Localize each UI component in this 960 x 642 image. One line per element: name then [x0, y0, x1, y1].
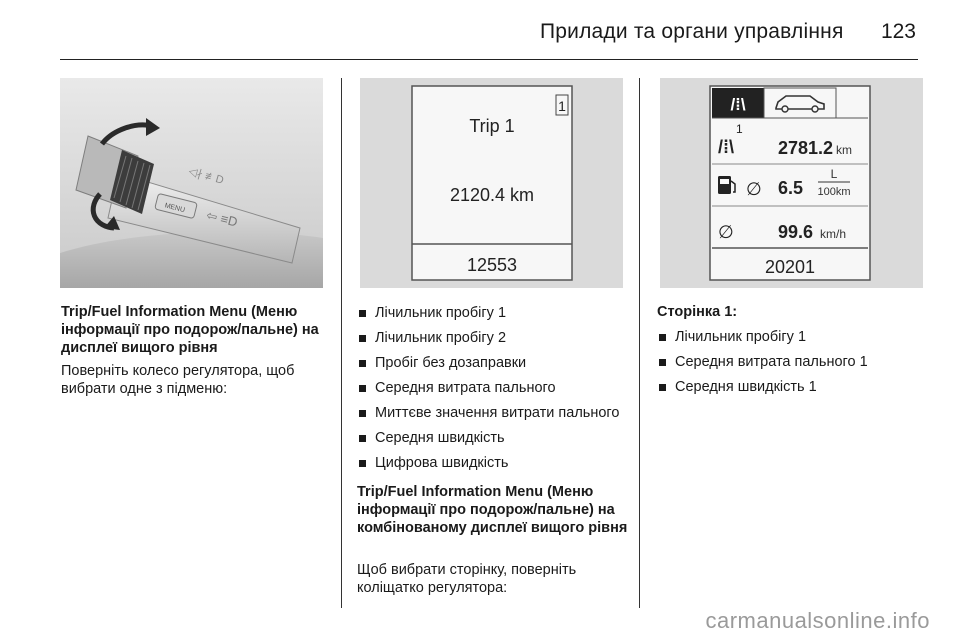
- list-item: Миттєве значення витрати пального: [357, 404, 627, 422]
- odometer-value: 20201: [764, 257, 816, 277]
- list-item: Пробіг без дозаправки: [357, 354, 627, 372]
- fuel-consumption-value: 6.5: [778, 178, 804, 198]
- fog-light-icon: ◁∤ ≢D: [187, 165, 226, 187]
- trip-value: 2120.4 km: [449, 185, 535, 205]
- distance-value: 2781.2: [778, 138, 834, 158]
- average-speed-symbol: ∅: [718, 222, 734, 242]
- header-divider: [60, 59, 918, 60]
- list-item: Цифрова швидкість: [357, 454, 627, 472]
- instruction-paragraph: Поверніть колесо регулятора, щоб вибрати одне з підменю:: [61, 363, 295, 397]
- page-title: Прилади та органи управління: [540, 20, 844, 43]
- section-heading-combined-display: Trip/Fuel Information Menu (Меню інформації про подорож/пальне) на комбінованому дисплеї вищого рівня: [357, 484, 628, 536]
- rotate-up-arrow-icon: [102, 125, 152, 144]
- average-symbol: ∅: [746, 179, 762, 199]
- road-icon: /⁞\: [730, 95, 746, 114]
- page-one-heading: Сторінка 1:: [657, 304, 738, 320]
- light-symbol-icon: ⇦ ≡D: [204, 207, 240, 230]
- column-divider-left: [341, 78, 342, 608]
- trip-label: Trip 1: [469, 116, 515, 136]
- list-item: Середня витрата пального: [357, 379, 627, 397]
- list-item: Середня витрата пального 1: [657, 353, 942, 371]
- list-item: Лічильник пробігу 1: [657, 328, 942, 346]
- combined-display-illustration: [660, 78, 923, 288]
- fuel-unit-bottom: 100km: [817, 186, 851, 198]
- menu-button-label: MENU: [163, 202, 186, 215]
- column-divider-right: [639, 78, 640, 608]
- tab-car: [764, 88, 836, 118]
- section-heading-upper-display: Trip/Fuel Information Menu (Меню інформації про подорож/пальне) на дисплеї вищого рівня: [61, 304, 319, 356]
- page-number: 123: [880, 20, 916, 43]
- watermark: carmanualsonline.info: [705, 608, 930, 633]
- average-speed-value: 99.6: [778, 222, 814, 242]
- speed-unit: km/h: [820, 227, 847, 241]
- stalk-illustration: [60, 78, 323, 288]
- rotate-up-arrowhead-icon: [146, 118, 160, 136]
- submenu-list: [357, 304, 627, 479]
- fuel-unit-top: L: [830, 167, 838, 181]
- list-item: Лічильник пробігу 2: [357, 329, 627, 347]
- list-item: Лічильник пробігу 1: [357, 304, 627, 322]
- distance-unit: km: [836, 143, 852, 157]
- instruction-paragraph-2: Щоб вибрати сторінку, поверніть коліщатко регулятора:: [357, 562, 577, 596]
- odometer-value: 12553: [466, 255, 518, 275]
- road-row-icon: /⁞\: [718, 137, 734, 157]
- list-item: Середня швидкість 1: [657, 378, 942, 396]
- page-one-list: [657, 328, 942, 403]
- trip-display-illustration: [360, 78, 623, 288]
- list-item: Середня швидкість: [357, 429, 627, 447]
- page-badge: 1: [558, 98, 566, 114]
- trip-index: 1: [736, 122, 743, 136]
